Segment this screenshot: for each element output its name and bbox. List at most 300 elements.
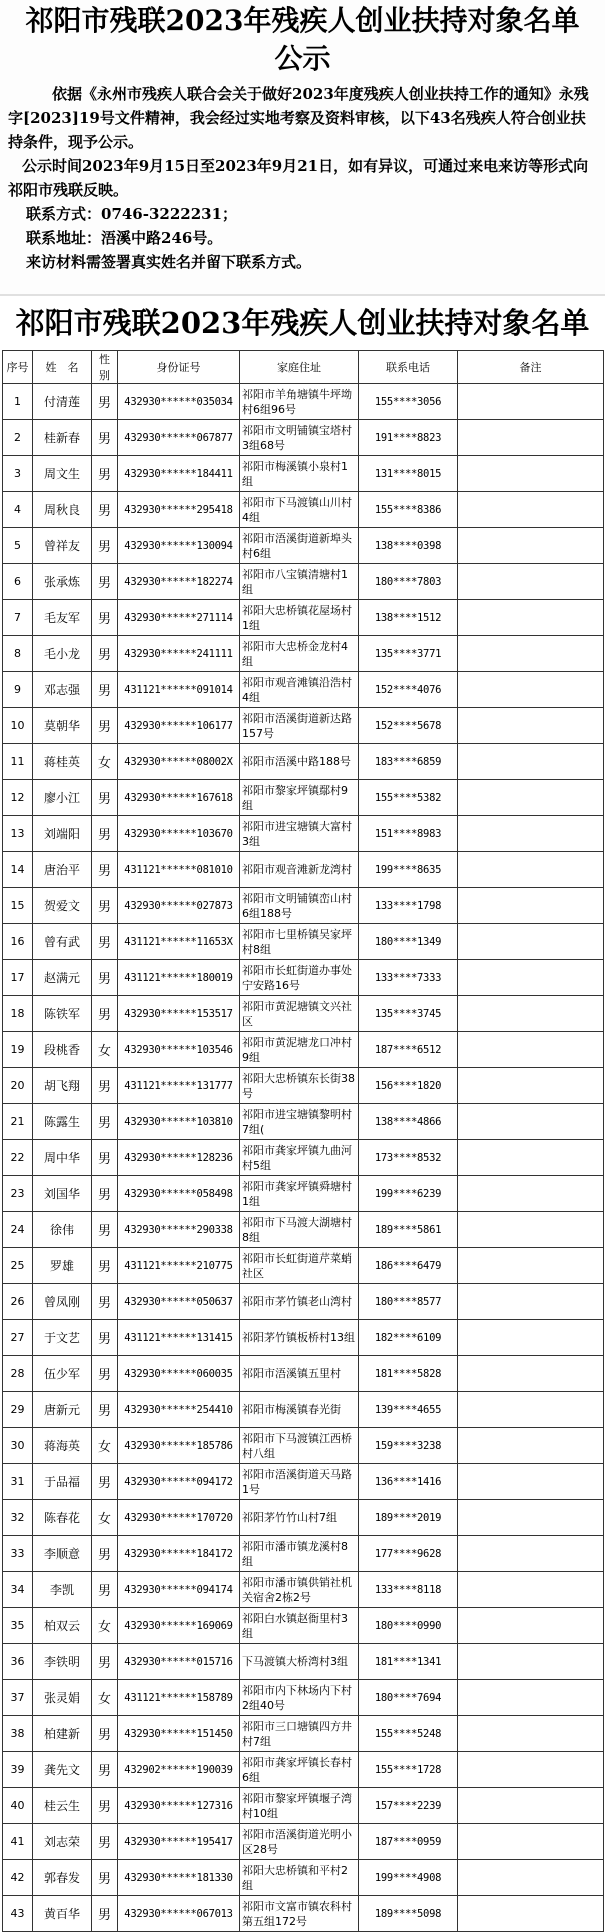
cell-name: 刘志荣 xyxy=(33,1824,92,1860)
cell-phone: 155****1728 xyxy=(359,1752,458,1788)
cell-remark xyxy=(458,1212,604,1248)
table-row xyxy=(3,1356,604,1392)
cell-phone: 152****5678 xyxy=(359,708,458,744)
cell-remark xyxy=(458,1032,604,1068)
cell-remark xyxy=(458,708,604,744)
cell-id-number: 432930******182274 xyxy=(118,564,240,600)
cell-remark xyxy=(458,564,604,600)
table-row xyxy=(3,600,604,636)
cell-phone: 135****3771 xyxy=(359,636,458,672)
cell-remark xyxy=(458,1680,604,1716)
cell-address: 祁阳市下马渡大湖塘村8组 xyxy=(240,1212,359,1248)
cell-gender: 男 xyxy=(92,1320,118,1356)
notice-header xyxy=(0,0,605,296)
table-row xyxy=(3,744,604,780)
cell-name: 伍少军 xyxy=(33,1356,92,1392)
cell-address: 祁阳市三口塘镇四方井村7组 xyxy=(240,1716,359,1752)
table-row xyxy=(3,924,604,960)
cell-gender: 男 xyxy=(92,780,118,816)
cell-no: 43 xyxy=(3,1896,33,1932)
cell-gender: 男 xyxy=(92,888,118,924)
cell-gender: 男 xyxy=(92,924,118,960)
cell-phone: 187****6512 xyxy=(359,1032,458,1068)
cell-name: 曾祥友 xyxy=(33,528,92,564)
cell-address: 祁阳市黎家坪镇鄢村9组 xyxy=(240,780,359,816)
cell-gender: 男 xyxy=(92,1176,118,1212)
cell-gender: 男 xyxy=(92,1824,118,1860)
cell-id-number: 432930******035034 xyxy=(118,384,240,420)
cell-id-number: 432930******127316 xyxy=(118,1788,240,1824)
cell-no: 25 xyxy=(3,1248,33,1284)
cell-remark xyxy=(458,1896,604,1932)
cell-address: 祁阳市进宝塘镇黎明村7组( xyxy=(240,1104,359,1140)
cell-phone: 183****6859 xyxy=(359,744,458,780)
table-row xyxy=(3,816,604,852)
table-row xyxy=(3,1176,604,1212)
cell-no: 18 xyxy=(3,996,33,1032)
cell-remark xyxy=(458,1788,604,1824)
cell-address: 祁阳市浯溪街道新埠头村6组 xyxy=(240,528,359,564)
cell-no: 2 xyxy=(3,420,33,456)
beneficiary-table xyxy=(2,350,604,1932)
cell-gender: 女 xyxy=(92,1032,118,1068)
cell-name: 廖小江 xyxy=(33,780,92,816)
cell-address: 祁阳市文富市镇农科村第五组172号 xyxy=(240,1896,359,1932)
table-row xyxy=(3,1104,604,1140)
cell-no: 29 xyxy=(3,1392,33,1428)
cell-name: 曾凤刚 xyxy=(33,1284,92,1320)
cell-phone: 189****5861 xyxy=(359,1212,458,1248)
cell-phone: 199****4908 xyxy=(359,1860,458,1896)
cell-no: 26 xyxy=(3,1284,33,1320)
cell-address: 祁阳茅竹竹山村7组 xyxy=(240,1500,359,1536)
cell-phone: 180****1349 xyxy=(359,924,458,960)
cell-phone: 189****5098 xyxy=(359,1896,458,1932)
table-row xyxy=(3,1824,604,1860)
cell-remark xyxy=(458,816,604,852)
cell-address: 祁阳市观音滩新龙湾村 xyxy=(240,852,359,888)
cell-phone: 138****1512 xyxy=(359,600,458,636)
cell-id-number: 432930******050637 xyxy=(118,1284,240,1320)
table-row xyxy=(3,1284,604,1320)
header-col-gender: 性别 xyxy=(92,351,118,384)
cell-address: 祁阳茅竹镇板桥村13组 xyxy=(240,1320,359,1356)
table-row xyxy=(3,1464,604,1500)
cell-no: 1 xyxy=(3,384,33,420)
cell-no: 7 xyxy=(3,600,33,636)
cell-no: 17 xyxy=(3,960,33,996)
cell-remark xyxy=(458,780,604,816)
cell-address: 祁阳市黄泥塘龙口冲村9组 xyxy=(240,1032,359,1068)
cell-name: 龚先文 xyxy=(33,1752,92,1788)
cell-phone: 199****6239 xyxy=(359,1176,458,1212)
cell-phone: 139****4655 xyxy=(359,1392,458,1428)
cell-id-number: 432930******130094 xyxy=(118,528,240,564)
cell-no: 24 xyxy=(3,1212,33,1248)
cell-id-number: 431121******158789 xyxy=(118,1680,240,1716)
table-row xyxy=(3,708,604,744)
cell-gender: 男 xyxy=(92,1248,118,1284)
table-row xyxy=(3,780,604,816)
cell-phone: 191****8823 xyxy=(359,420,458,456)
cell-name: 柏建新 xyxy=(33,1716,92,1752)
cell-id-number: 432930******184411 xyxy=(118,456,240,492)
cell-id-number: 431121******131415 xyxy=(118,1320,240,1356)
table-row xyxy=(3,1860,604,1896)
table-row xyxy=(3,1320,604,1356)
cell-id-number: 432930******103546 xyxy=(118,1032,240,1068)
cell-address: 祁阳大忠桥镇东长街38号 xyxy=(240,1068,359,1104)
cell-address: 祁阳市梅溪镇春光街 xyxy=(240,1392,359,1428)
cell-no: 9 xyxy=(3,672,33,708)
table-row xyxy=(3,528,604,564)
cell-remark xyxy=(458,1248,604,1284)
cell-remark xyxy=(458,1536,604,1572)
cell-no: 8 xyxy=(3,636,33,672)
cell-phone: 180****7694 xyxy=(359,1680,458,1716)
table-row xyxy=(3,564,604,600)
cell-remark xyxy=(458,528,604,564)
cell-gender: 男 xyxy=(92,1896,118,1932)
cell-no: 42 xyxy=(3,1860,33,1896)
cell-name: 毛小龙 xyxy=(33,636,92,672)
cell-id-number: 432930******067877 xyxy=(118,420,240,456)
notice-title-line1: 祁阳市残联2023年残疾人创业扶持对象名单 xyxy=(25,4,580,37)
cell-remark xyxy=(458,1356,604,1392)
cell-id-number: 432930******185786 xyxy=(118,1428,240,1464)
cell-no: 3 xyxy=(3,456,33,492)
cell-id-number: 432930******058498 xyxy=(118,1176,240,1212)
cell-id-number: 432930******290338 xyxy=(118,1212,240,1248)
cell-phone: 138****4866 xyxy=(359,1104,458,1140)
cell-id-number: 432930******254410 xyxy=(118,1392,240,1428)
cell-name: 邓志强 xyxy=(33,672,92,708)
cell-remark xyxy=(458,1140,604,1176)
cell-name: 徐伟 xyxy=(33,1212,92,1248)
cell-gender: 男 xyxy=(92,528,118,564)
cell-address: 祁阳市浯溪中路188号 xyxy=(240,744,359,780)
table-row xyxy=(3,672,604,708)
cell-address: 祁阳市黄泥塘镇文兴社区 xyxy=(240,996,359,1032)
cell-name: 桂新春 xyxy=(33,420,92,456)
cell-gender: 男 xyxy=(92,420,118,456)
cell-remark xyxy=(458,1644,604,1680)
cell-address: 祁阳市龚家坪镇长春村6组 xyxy=(240,1752,359,1788)
cell-phone: 152****4076 xyxy=(359,672,458,708)
cell-id-number: 431121******180019 xyxy=(118,960,240,996)
cell-address: 祁阳白水镇赵衙里村3组 xyxy=(240,1608,359,1644)
cell-name: 唐新元 xyxy=(33,1392,92,1428)
cell-no: 4 xyxy=(3,492,33,528)
cell-gender: 男 xyxy=(92,672,118,708)
table-row xyxy=(3,852,604,888)
cell-no: 5 xyxy=(3,528,33,564)
cell-name: 毛友军 xyxy=(33,600,92,636)
cell-phone: 133****1798 xyxy=(359,888,458,924)
notice-title-line2: 公示 xyxy=(274,42,331,75)
cell-id-number: 432930******153517 xyxy=(118,996,240,1032)
cell-phone: 187****0959 xyxy=(359,1824,458,1860)
cell-id-number: 432930******027873 xyxy=(118,888,240,924)
cell-address: 祁阳市八宝镇清塘村1组 xyxy=(240,564,359,600)
cell-no: 33 xyxy=(3,1536,33,1572)
cell-name: 刘国华 xyxy=(33,1176,92,1212)
cell-name: 李顺意 xyxy=(33,1536,92,1572)
cell-no: 32 xyxy=(3,1500,33,1536)
cell-gender: 男 xyxy=(92,852,118,888)
cell-name: 付清莲 xyxy=(33,384,92,420)
cell-no: 19 xyxy=(3,1032,33,1068)
table-row xyxy=(3,636,604,672)
cell-no: 16 xyxy=(3,924,33,960)
cell-id-number: 432930******170720 xyxy=(118,1500,240,1536)
table-row xyxy=(3,1248,604,1284)
cell-gender: 男 xyxy=(92,1284,118,1320)
cell-gender: 男 xyxy=(92,1104,118,1140)
cell-address: 祁阳市长虹街道办事处宁安路16号 xyxy=(240,960,359,996)
cell-no: 10 xyxy=(3,708,33,744)
cell-no: 40 xyxy=(3,1788,33,1824)
cell-name: 陈春花 xyxy=(33,1500,92,1536)
cell-gender: 女 xyxy=(92,1428,118,1464)
cell-address: 祁阳市梅溪镇小泉村1组 xyxy=(240,456,359,492)
cell-remark xyxy=(458,672,604,708)
cell-gender: 男 xyxy=(92,1860,118,1896)
table-row xyxy=(3,1788,604,1824)
cell-id-number: 432930******184172 xyxy=(118,1536,240,1572)
cell-gender: 男 xyxy=(92,384,118,420)
cell-address: 祁阳市浯溪街道新达路157号 xyxy=(240,708,359,744)
cell-phone: 136****1416 xyxy=(359,1464,458,1500)
cell-name: 陈铁军 xyxy=(33,996,92,1032)
cell-id-number: 432930******067013 xyxy=(118,1896,240,1932)
cell-no: 6 xyxy=(3,564,33,600)
cell-no: 23 xyxy=(3,1176,33,1212)
cell-phone: 133****8118 xyxy=(359,1572,458,1608)
cell-remark xyxy=(458,1860,604,1896)
cell-name: 张灵娟 xyxy=(33,1680,92,1716)
cell-name: 唐治平 xyxy=(33,852,92,888)
cell-phone: 189****2019 xyxy=(359,1500,458,1536)
notice-paragraph-basis: 依据《永州市残疾人联合会关于做好2023年度残疾人创业扶持工作的通知》永残字[2023]19号文件精神，我会经过实地考察及资料审核，以下43名残疾人符合创业扶持条件，现予公示。 xyxy=(8,85,589,151)
table-row xyxy=(3,492,604,528)
table-row xyxy=(3,1032,604,1068)
cell-id-number: 432930******015716 xyxy=(118,1644,240,1680)
cell-phone: 159****3238 xyxy=(359,1428,458,1464)
table-row xyxy=(3,1716,604,1752)
cell-gender: 男 xyxy=(92,708,118,744)
table-row xyxy=(3,888,604,924)
cell-no: 37 xyxy=(3,1680,33,1716)
contact-phone: 联系方式：0746-3222231； xyxy=(26,205,238,223)
cell-no: 15 xyxy=(3,888,33,924)
table-row xyxy=(3,456,604,492)
cell-no: 21 xyxy=(3,1104,33,1140)
cell-gender: 男 xyxy=(92,1536,118,1572)
list-title: 祁阳市残联2023年残疾人创业扶持对象名单 xyxy=(15,306,590,340)
cell-gender: 男 xyxy=(92,1140,118,1176)
cell-name: 胡飞翔 xyxy=(33,1068,92,1104)
cell-phone: 180****7803 xyxy=(359,564,458,600)
cell-address: 祁阳市浯溪街道天马路1号 xyxy=(240,1464,359,1500)
visitor-note: 来访材料需签署真实姓名并留下联系方式。 xyxy=(26,253,312,271)
cell-id-number: 432930******128236 xyxy=(118,1140,240,1176)
cell-id-number: 432930******151450 xyxy=(118,1716,240,1752)
cell-no: 12 xyxy=(3,780,33,816)
cell-id-number: 431121******131777 xyxy=(118,1068,240,1104)
cell-gender: 男 xyxy=(92,1356,118,1392)
cell-phone: 151****8983 xyxy=(359,816,458,852)
table-row xyxy=(3,1896,604,1932)
cell-no: 39 xyxy=(3,1752,33,1788)
cell-id-number: 431121******081010 xyxy=(118,852,240,888)
cell-phone: 181****1341 xyxy=(359,1644,458,1680)
cell-remark xyxy=(458,1320,604,1356)
cell-phone: 135****3745 xyxy=(359,996,458,1032)
cell-remark xyxy=(458,924,604,960)
cell-phone: 199****8635 xyxy=(359,852,458,888)
cell-remark xyxy=(458,888,604,924)
cell-name: 蒋海英 xyxy=(33,1428,92,1464)
cell-id-number: 431121******091014 xyxy=(118,672,240,708)
cell-phone: 155****5382 xyxy=(359,780,458,816)
cell-address: 祁阳市浯溪镇五里村 xyxy=(240,1356,359,1392)
table-row xyxy=(3,1572,604,1608)
cell-phone: 182****6109 xyxy=(359,1320,458,1356)
cell-no: 22 xyxy=(3,1140,33,1176)
cell-id-number: 432930******08002X xyxy=(118,744,240,780)
cell-gender: 男 xyxy=(92,564,118,600)
cell-address: 祁阳市文明铺镇峦山村6组188号 xyxy=(240,888,359,924)
cell-id-number: 432930******094174 xyxy=(118,1572,240,1608)
cell-no: 31 xyxy=(3,1464,33,1500)
cell-address: 祁阳市潘市镇龙溪村8组 xyxy=(240,1536,359,1572)
cell-gender: 男 xyxy=(92,1392,118,1428)
header-col-name: 姓 名 xyxy=(33,351,92,384)
cell-name: 陈露生 xyxy=(33,1104,92,1140)
cell-name: 周秋良 xyxy=(33,492,92,528)
cell-gender: 女 xyxy=(92,1680,118,1716)
cell-address: 祁阳市大忠桥金龙村4组 xyxy=(240,636,359,672)
cell-no: 38 xyxy=(3,1716,33,1752)
cell-remark xyxy=(458,1752,604,1788)
cell-gender: 男 xyxy=(92,960,118,996)
cell-address: 祁阳市进宝塘镇大富村3组 xyxy=(240,816,359,852)
cell-name: 李凯 xyxy=(33,1572,92,1608)
cell-name: 罗雄 xyxy=(33,1248,92,1284)
cell-id-number: 432930******241111 xyxy=(118,636,240,672)
cell-gender: 男 xyxy=(92,492,118,528)
cell-name: 刘端阳 xyxy=(33,816,92,852)
table-row xyxy=(3,1752,604,1788)
header-col-no: 序号 xyxy=(3,351,33,384)
cell-gender: 男 xyxy=(92,600,118,636)
cell-phone: 180****0990 xyxy=(359,1608,458,1644)
table-row xyxy=(3,996,604,1032)
cell-no: 20 xyxy=(3,1068,33,1104)
cell-id-number: 432930******103810 xyxy=(118,1104,240,1140)
cell-gender: 男 xyxy=(92,1464,118,1500)
cell-id-number: 432930******060035 xyxy=(118,1356,240,1392)
cell-phone: 155****8386 xyxy=(359,492,458,528)
cell-name: 周文生 xyxy=(33,456,92,492)
cell-remark xyxy=(458,1824,604,1860)
cell-address: 祁阳大忠桥镇和平村2组 xyxy=(240,1860,359,1896)
header-col-phone: 联系电话 xyxy=(359,351,458,384)
cell-gender: 女 xyxy=(92,1608,118,1644)
cell-phone: 156****1820 xyxy=(359,1068,458,1104)
cell-remark xyxy=(458,996,604,1032)
cell-address: 祁阳市七里桥镇吴家坪村8组 xyxy=(240,924,359,960)
cell-no: 27 xyxy=(3,1320,33,1356)
cell-remark xyxy=(458,384,604,420)
cell-address: 祁阳市潘市镇供销社机关宿舍2栋2号 xyxy=(240,1572,359,1608)
cell-gender: 男 xyxy=(92,1716,118,1752)
cell-gender: 男 xyxy=(92,456,118,492)
cell-id-number: 432930******271114 xyxy=(118,600,240,636)
cell-phone: 133****7333 xyxy=(359,960,458,996)
cell-id-number: 432930******169069 xyxy=(118,1608,240,1644)
cell-phone: 138****0398 xyxy=(359,528,458,564)
cell-phone: 155****5248 xyxy=(359,1716,458,1752)
cell-id-number: 432930******106177 xyxy=(118,708,240,744)
notice-title xyxy=(0,0,605,78)
cell-address: 祁阳市文明铺镇宝塔村3组68号 xyxy=(240,420,359,456)
cell-id-number: 432930******181330 xyxy=(118,1860,240,1896)
cell-phone: 157****2239 xyxy=(359,1788,458,1824)
cell-address: 祁阳市下马渡镇山川村4组 xyxy=(240,492,359,528)
cell-name: 赵满元 xyxy=(33,960,92,996)
cell-remark xyxy=(458,1716,604,1752)
cell-name: 蒋桂英 xyxy=(33,744,92,780)
cell-gender: 男 xyxy=(92,816,118,852)
cell-id-number: 432930******094172 xyxy=(118,1464,240,1500)
cell-name: 于文艺 xyxy=(33,1320,92,1356)
contact-address: 联系地址：浯溪中路246号。 xyxy=(26,229,223,247)
cell-name: 莫朝华 xyxy=(33,708,92,744)
cell-phone: 173****8532 xyxy=(359,1140,458,1176)
cell-remark xyxy=(458,1068,604,1104)
cell-remark xyxy=(458,636,604,672)
cell-no: 28 xyxy=(3,1356,33,1392)
cell-id-number: 432930******295418 xyxy=(118,492,240,528)
table-row xyxy=(3,1644,604,1680)
cell-no: 41 xyxy=(3,1824,33,1860)
cell-address: 祁阳市茅竹镇老山湾村 xyxy=(240,1284,359,1320)
cell-name: 李铁明 xyxy=(33,1644,92,1680)
cell-address: 祁阳市羊角塘镇牛坪坳村6组96号 xyxy=(240,384,359,420)
table-row xyxy=(3,1140,604,1176)
cell-id-number: 432930******103670 xyxy=(118,816,240,852)
header-col-address: 家庭住址 xyxy=(240,351,359,384)
cell-remark xyxy=(458,960,604,996)
table-row xyxy=(3,1536,604,1572)
cell-phone: 131****8015 xyxy=(359,456,458,492)
table-row xyxy=(3,1392,604,1428)
cell-remark xyxy=(458,744,604,780)
cell-name: 张承炼 xyxy=(33,564,92,600)
table-row xyxy=(3,1212,604,1248)
cell-remark xyxy=(458,1392,604,1428)
cell-gender: 男 xyxy=(92,1068,118,1104)
cell-name: 段桃香 xyxy=(33,1032,92,1068)
cell-gender: 男 xyxy=(92,1212,118,1248)
table-row xyxy=(3,1068,604,1104)
cell-no: 11 xyxy=(3,744,33,780)
cell-name: 柏双云 xyxy=(33,1608,92,1644)
cell-remark xyxy=(458,852,604,888)
table-row xyxy=(3,1680,604,1716)
